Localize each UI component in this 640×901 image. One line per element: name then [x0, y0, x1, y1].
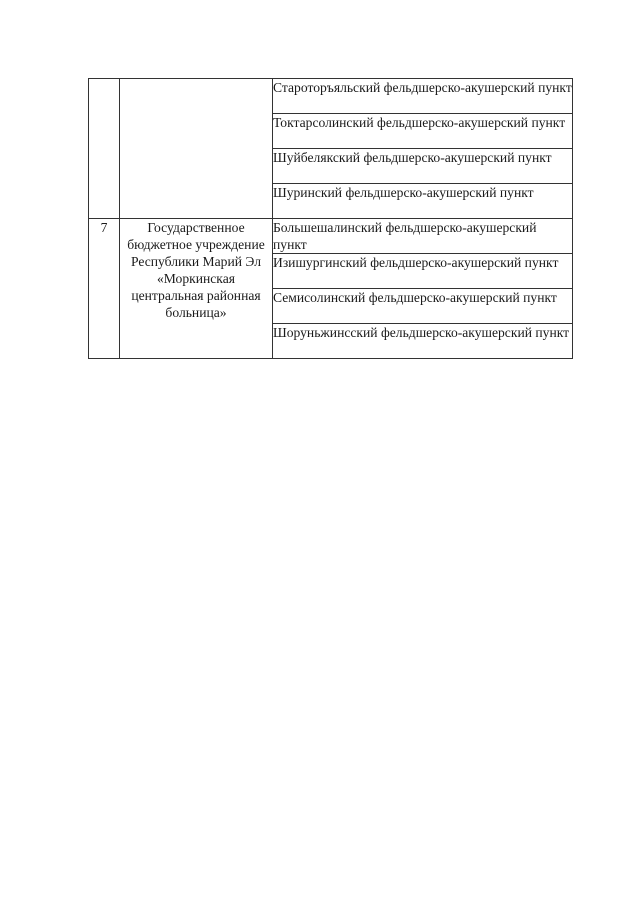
- table-row: [89, 219, 573, 254]
- paramedic-point-cell: Староторъяльский фельдшерско-акушерский пункт: [273, 79, 573, 114]
- paramedic-point-cell: Токтарсолинский фельдшерско-акушерский пункт: [273, 114, 573, 149]
- paramedic-point-cell: Изишургинский фельдшерско-акушерский пункт: [273, 254, 573, 289]
- paramedic-point-cell: Шоруньжинсский фельдшерско-акушерский пункт: [273, 324, 573, 359]
- row-number-cell: 7: [89, 219, 120, 359]
- row-number-cell: [89, 79, 120, 219]
- paramedic-point-cell: Большешалинский фельдшерско-акушерский пункт: [273, 219, 573, 254]
- paramedic-point-cell: Семисолинский фельдшерско-акушерский пункт: [273, 289, 573, 324]
- facilities-table: [88, 78, 573, 359]
- paramedic-point-cell: Шуринский фельдшерско-акушерский пункт: [273, 184, 573, 219]
- organization-cell: Государственное бюджетное учреждение Республики Марий Эл «Моркинская центральная районная больница»: [120, 219, 273, 359]
- paramedic-point-cell: Шуйбелякский фельдшерско-акушерский пункт: [273, 149, 573, 184]
- table-row: [89, 79, 573, 114]
- organization-cell: [120, 79, 273, 219]
